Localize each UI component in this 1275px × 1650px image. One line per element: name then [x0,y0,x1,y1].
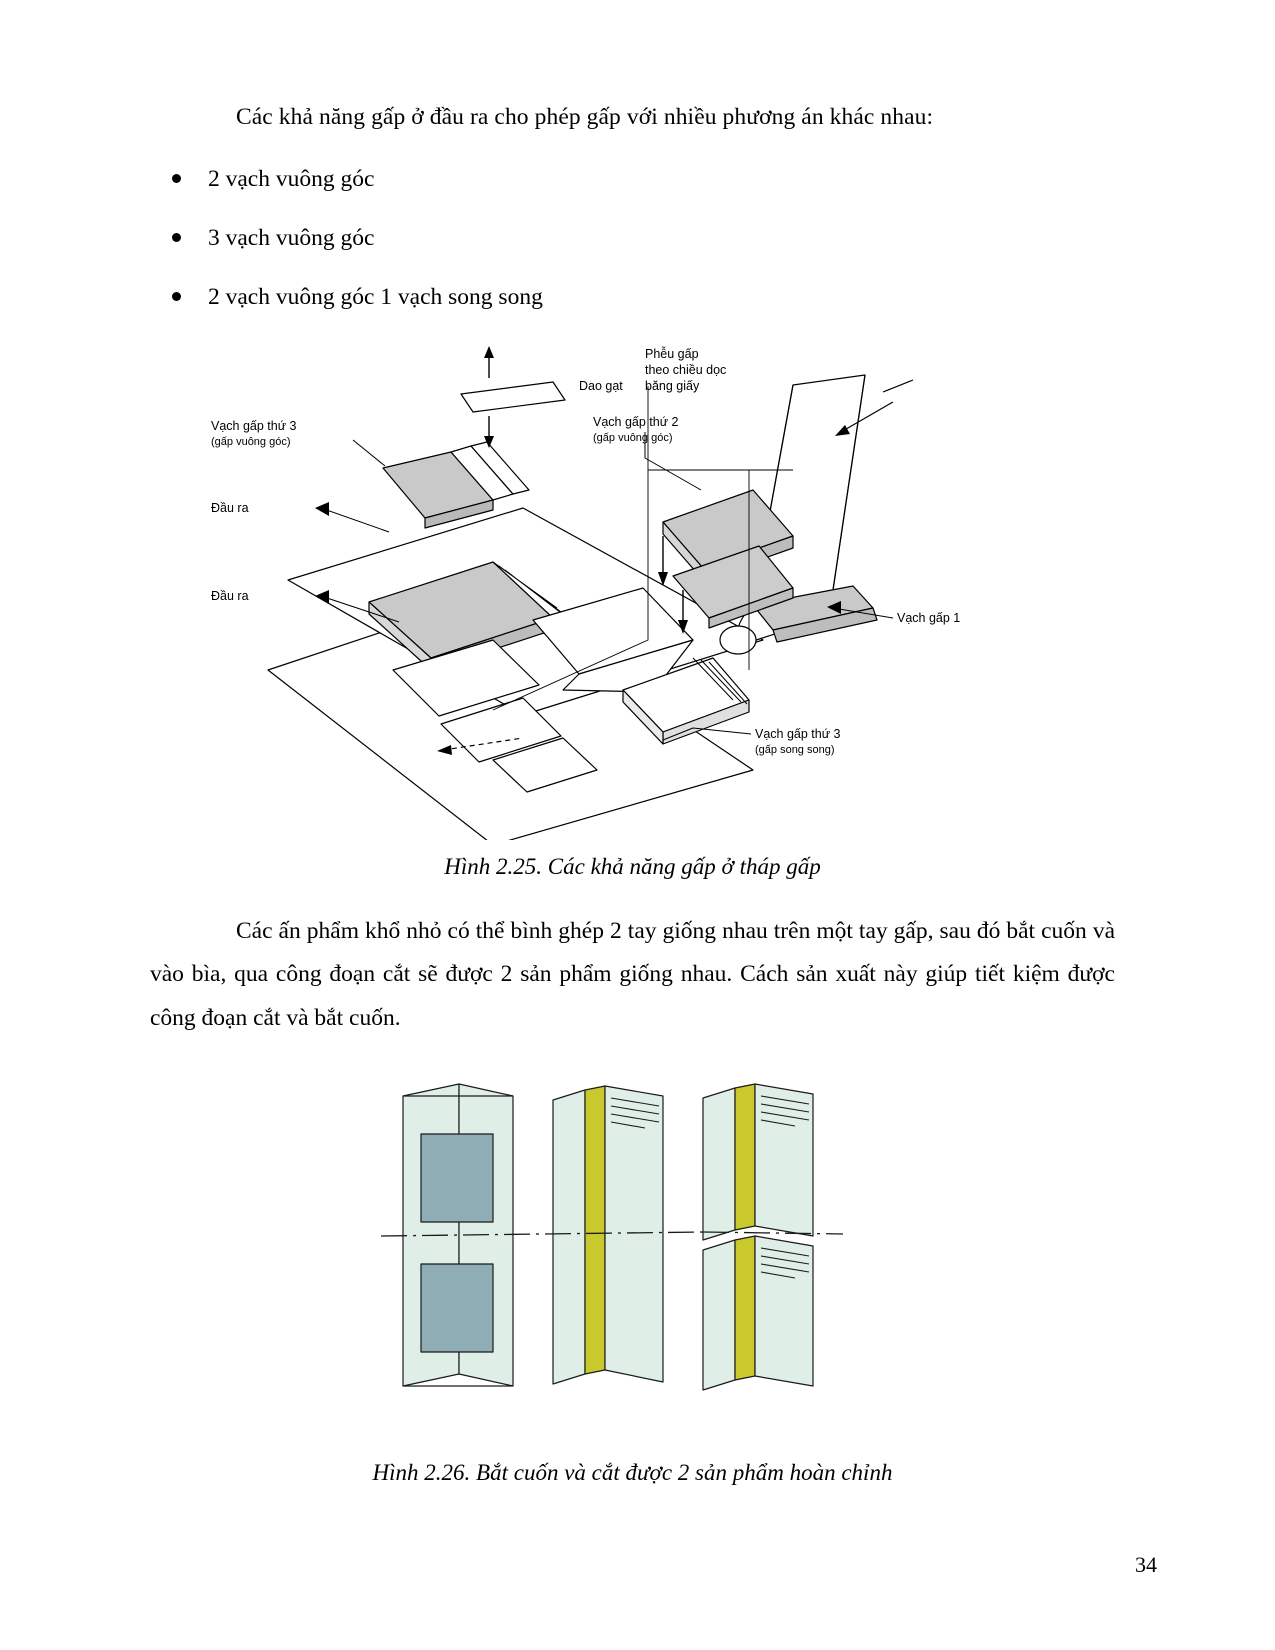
list-item-label: 2 vạch vuông góc 1 vạch song song [208,284,543,311]
intro-paragraph: Các khả năng gấp ở đầu ra cho phép gấp với nhiều phương án khác nhau: [236,104,934,130]
label-vach3-song-line1: Vạch gấp thứ 3 [754,726,841,741]
folding-tower-diagram [193,340,1073,840]
label-vach3-song-line2: (gấp song song) [754,743,834,756]
body-paragraph: Các ấn phẩm khổ nhỏ có thể bình ghép 2 tay giống nhau trên một tay gấp, sau đó bắt cuốn và vào bìa, qua công đoạn cắt sẽ được 2 sản phẩm giống nhau. Cách sản xuất này giúp tiết kiệm được công đoạn cắt và bắt cuốn. [150,917,1115,1031]
bullet-dot-icon [172,174,181,183]
label-pheu-line1: Phễu gấp [644,346,699,361]
page-number: 34 [1135,1552,1157,1577]
label-pheu-line3: băng giấy [644,378,699,393]
page-content [150,0,1115,1486]
label-vach3-vuong-line1: Vạch gấp thứ 3 [210,418,297,433]
book-cut-diagram [373,1074,893,1404]
figure-2-26-caption: Hình 2.26. Bắt cuốn và cắt được 2 sản phẩm hoàn chỉnh [372,1460,893,1486]
label-dau-ra-2: Đầu ra [210,588,249,603]
label-vach2-line2: (gấp vuông góc) [592,431,672,444]
bullet-dot-icon [172,233,181,242]
label-vach2-line1: Vạch gấp thứ 2 [592,414,679,429]
label-pheu-line2: theo chiều dọc [644,362,726,377]
label-dao-gat: Dao gạt [578,378,623,393]
label-vach-gap-1: Vạch gấp 1 [896,610,960,625]
list-item [150,281,1115,314]
list-item-label: 3 vạch vuông góc [208,225,375,252]
label-vach3-vuong-line2: (gấp vuông góc) [210,435,290,448]
list-item-label: 2 vạch vuông góc [208,166,375,193]
label-dau-ra-1: Đầu ra [210,500,249,515]
figure-2-25 [150,340,1115,840]
list-item [150,163,1115,196]
list-item [150,222,1115,255]
bullet-list [150,163,1115,314]
figure-2-26 [150,1074,1115,1434]
bullet-dot-icon [172,292,181,301]
figure-2-25-caption: Hình 2.25. Các khả năng gấp ở tháp gấp [444,853,821,879]
